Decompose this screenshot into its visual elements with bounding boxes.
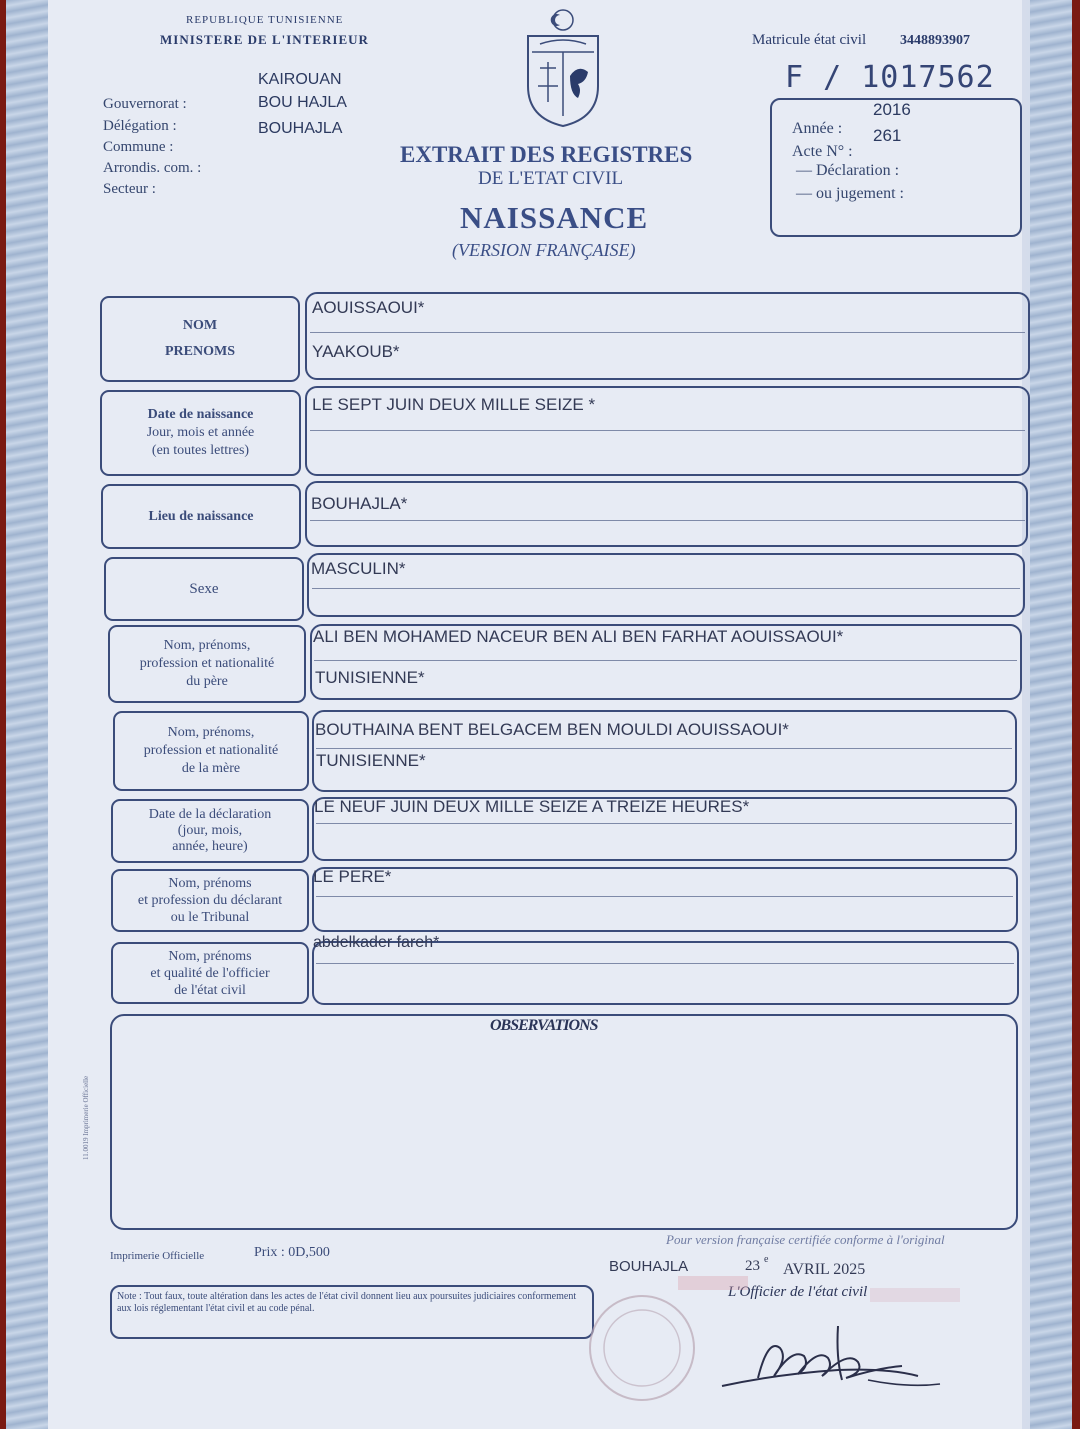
commune-value: BOUHAJLA [258,120,343,137]
declarant-label-line3: ou le Tribunal [170,910,250,925]
lieu-separator [310,520,1025,521]
officier-separator [316,963,1014,964]
pere-value-line1: ALI BEN MOHAMED NACEUR BEN ALI BEN FARHAT AOUISSAOUI* [313,627,844,646]
declaration-date-label-cell [111,799,309,863]
date-separator [310,430,1025,431]
officier-signature-label: L'Officier de l'état civil [728,1284,868,1300]
declarant-label-line1: Nom, prénoms [168,876,252,891]
jugement-label: — ou jugement : [796,185,904,202]
matricule-value: 3448893907 [900,33,970,48]
declarant-label-cell [111,869,309,932]
officier-label-line1: Nom, prénoms [168,948,252,964]
matricule-label: Matricule état civil [752,32,867,48]
lieu-naissance-value-cell [305,481,1028,547]
legal-note: Note : Tout faux, toute altération dans les actes de l'état civil donnent lieu aux poursuites judiciaires conformement aux lois réglementant l'état civil et au code pénal. [117,1291,577,1314]
prix-label: Prix : 0D,500 [254,1245,330,1260]
declarant-separator [316,896,1013,897]
title-line1: EXTRAIT DES REGISTRES [400,142,693,167]
prenoms-label: PRENOMS [165,344,235,359]
gouvernorat-label: Gouvernorat : [103,96,187,112]
left-guilloche-border [6,0,48,1429]
nom-value: AOUISSAOUI* [312,298,425,317]
officier-label-line3: de l'état civil [174,982,246,998]
mere-value-line1: BOUTHAINA BENT BELGACEM BEN MOULDI AOUISSAOUI* [315,720,789,739]
nom-separator [310,332,1025,333]
faded-red-stamp-icon [670,1270,970,1310]
mere-label-cell [113,711,309,791]
mere-label-line2: profession et nationalité [143,743,279,758]
declarant-value-cell [312,867,1018,932]
right-guilloche-border [1030,0,1072,1429]
delegation-value: BOU HAJLA [258,94,347,111]
declaration-date-label-line2: (jour, mois, [177,823,243,838]
observations-box [110,1014,1018,1230]
pere-label-line3: du père [186,674,228,689]
imprimerie-label: Imprimerie Officielle [110,1250,205,1262]
lieu-naissance-label: Lieu de naissance [148,508,254,524]
sexe-label-cell [104,557,304,621]
secteur-label: Secteur : [103,181,156,197]
pere-label-cell [108,625,306,703]
date-naissance-value: LE SEPT JUIN DEUX MILLE SEIZE * [312,395,596,414]
certification-note: Pour version française certifiée conforme à l'original [666,1232,945,1247]
date-naissance-label: Date de naissance [147,407,254,422]
nom-label: NOM [182,318,218,333]
delegation-label: Délégation : [103,118,177,134]
officier-value: abdelkader fareh* [313,934,440,951]
mere-value-line2: TUNISIENNE* [316,751,426,770]
date-naissance-sublabel1: Jour, mois et année [146,425,255,440]
arrondissement-label: Arrondis. com. : [103,160,202,176]
officier-label-line2: et qualité de l'officier [150,965,270,981]
officer-signature-icon [718,1318,948,1408]
mere-label-line3: de la mère [181,761,241,776]
coat-of-arms-emblem [520,6,606,130]
mere-separator [316,748,1012,749]
declaration-label: — Déclaration : [796,162,900,179]
declarant-value: LE PERE* [313,867,392,886]
prenoms-value: YAAKOUB* [312,342,400,361]
pere-label-line2: profession et nationalité [139,656,275,671]
annee-label: Année : [792,120,843,137]
footer-date-superscript: e [764,1254,769,1265]
declaration-date-label-line3: année, heure) [172,839,248,854]
pere-separator [314,660,1017,661]
pere-label-line1: Nom, prénoms, [163,638,251,653]
date-naissance-sublabel2: (en toutes lettres) [151,443,250,458]
nom-prenoms-label-cell [100,296,300,382]
sexe-value-cell [307,553,1025,617]
version-subtitle: (VERSION FRANÇAISE) [452,240,636,260]
officier-label-cell [111,942,309,1004]
declaration-separator [316,823,1012,824]
declarant-label-line2: et profession du déclarant [137,893,283,908]
page-title: NAISSANCE [460,200,649,235]
acte-value: 261 [873,126,902,145]
footer-date-rest: AVRIL 2025 [783,1261,866,1278]
footer-date-day: 23 [745,1258,760,1274]
observations-title: OBSERVATIONS [490,1017,598,1034]
commune-label: Commune : [103,139,174,155]
pere-value-line2: TUNISIENNE* [315,668,425,687]
annee-value: 2016 [873,100,911,119]
sexe-value: MASCULIN* [311,559,406,578]
republique-header: REPUBLIQUE TUNISIENNE [186,14,344,26]
lieu-naissance-label-cell [101,484,301,549]
declaration-date-value: LE NEUF JUIN DEUX MILLE SEIZE A TREIZE HEURES* [314,797,750,816]
serial-number: F / 1017562 [785,60,995,95]
footer-place: BOUHAJLA [609,1258,689,1275]
title-line2: DE L'ETAT CIVIL [478,168,624,189]
sexe-label: Sexe [189,581,219,597]
sexe-separator [312,588,1020,589]
mere-label-line1: Nom, prénoms, [167,725,255,740]
ministere-header: MINISTERE DE L'INTERIEUR [160,32,369,47]
lieu-naissance-value: BOUHAJLA* [311,494,408,513]
acte-label: Acte N° : [792,143,853,160]
gouvernorat-value: KAIROUAN [258,71,342,88]
declaration-date-label-line1: Date de la déclaration [148,807,272,822]
date-naissance-label-cell [100,390,301,476]
side-print-mark: 11.0019 Imprimerie Officielle [82,1075,90,1160]
